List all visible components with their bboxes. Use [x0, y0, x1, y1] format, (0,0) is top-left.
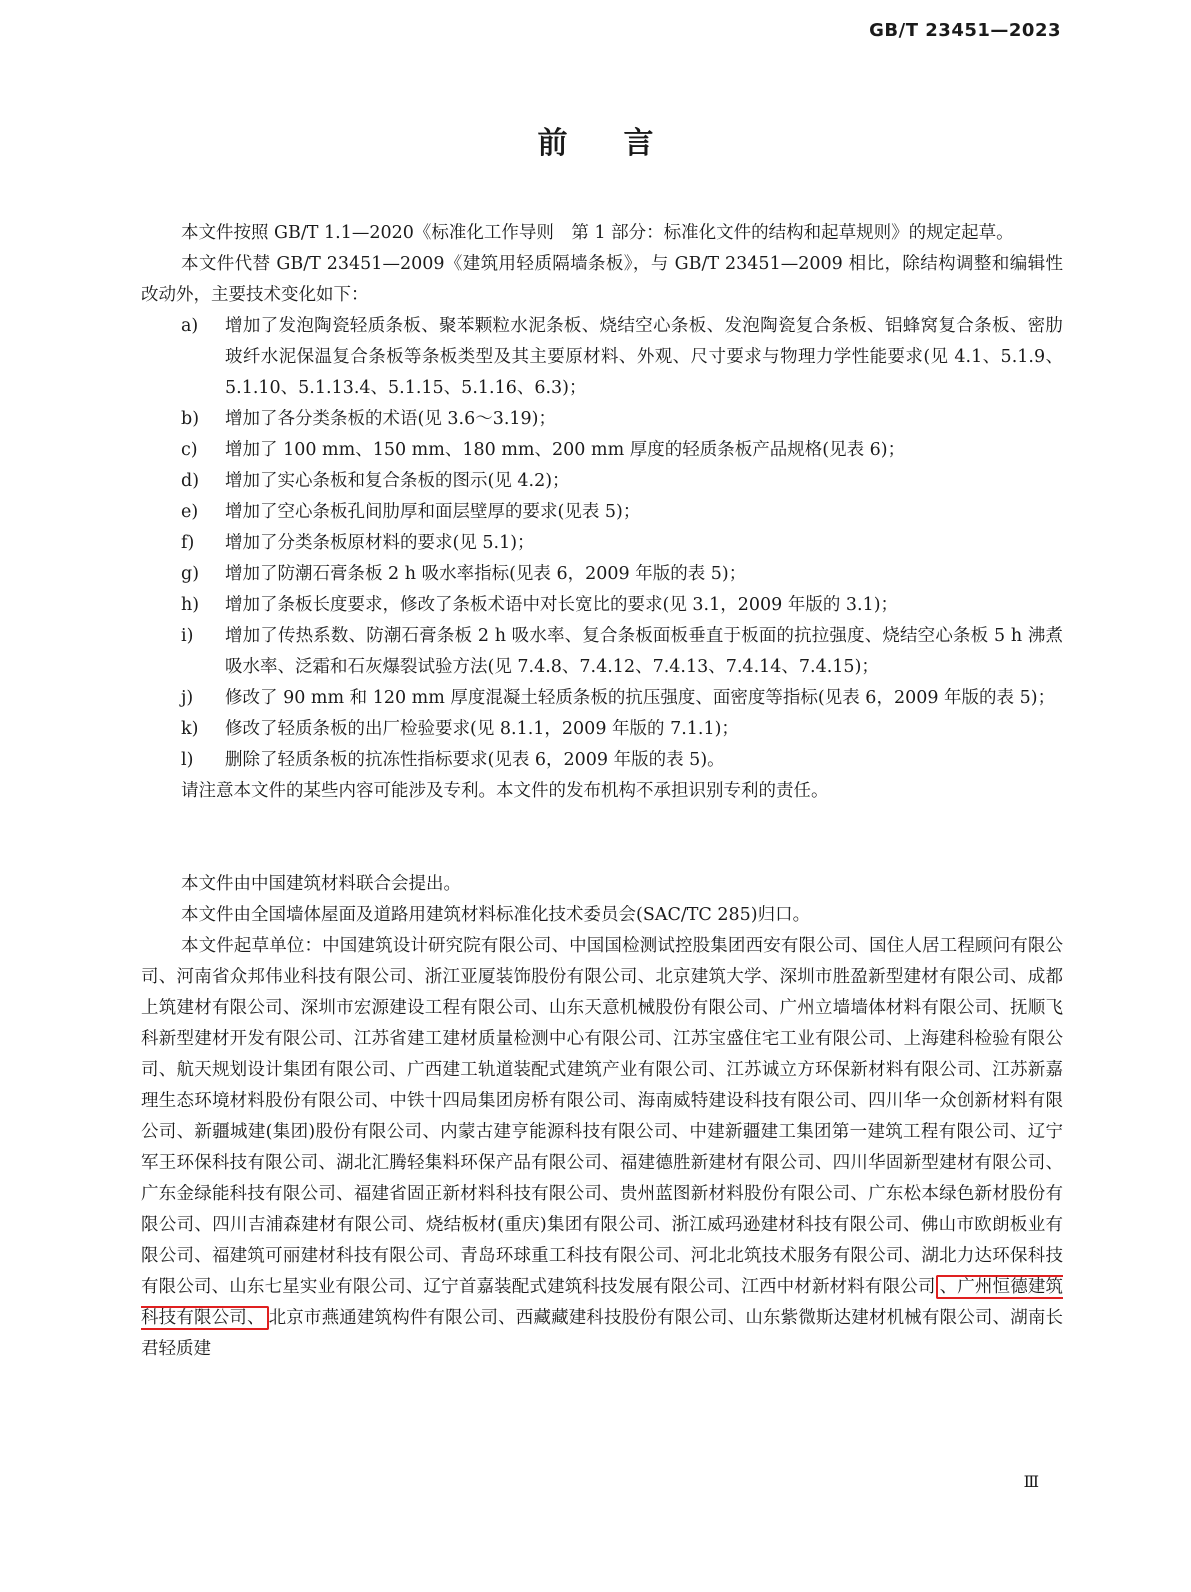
list-marker: d)	[181, 471, 200, 491]
list-item-text: 增加了条板长度要求，修改了条板术语中对长宽比的要求(见 3.1，2009 年版的 3.1)；	[225, 595, 899, 615]
list-item	[141, 590, 1063, 621]
intro-paragraph-drafting-rule: 本文件按照 GB/T 1.1—2020《标准化工作导则 第 1 部分：标准化文件的结构和起草规则》的规定起草。	[181, 223, 1014, 243]
list-item-text: 删除了轻质条板的抗冻性指标要求(见表 6，2009 年版的表 5)。	[225, 750, 725, 770]
list-item-text: 增加了发泡陶瓷轻质条板、聚苯颗粒水泥条板、烧结空心条板、发泡陶瓷复合条板、铝蜂窝复合条板、密肋玻纤水泥保温复合条板等条板类型及其主要原材料、外观、尺寸要求与物理力学性能要求(见 4.1、5.1.9、5.1.10、5.1.13.4、5.1.15、5.1.16、6.3)；	[225, 316, 1063, 398]
spacer	[141, 807, 1063, 869]
list-item-text: 修改了轻质条板的出厂检验要求(见 8.1.1，2009 年版的 7.1.1)；	[225, 719, 739, 739]
list-marker: f)	[181, 533, 195, 553]
list-item-text: 增加了传热系数、防潮石膏条板 2 h 吸水率、复合条板面板垂直于板面的抗拉强度、烧结空心条板 5 h 沸煮吸水率、泛霜和石灰爆裂试验方法(见 7.4.8、7.4.12、7.4.13、7.4.14、7.4.15)；	[225, 626, 1063, 677]
page-number: Ⅲ	[1023, 1472, 1039, 1491]
changes-list	[141, 311, 1063, 776]
list-item-text: 增加了实心条板和复合条板的图示(见 4.2)；	[225, 471, 570, 491]
drafting-units-paragraph	[141, 931, 1063, 1365]
list-item	[141, 745, 1063, 776]
document-body	[141, 218, 1063, 1365]
list-item	[141, 404, 1063, 435]
patent-notice: 请注意本文件的某些内容可能涉及专利。本文件的发布机构不承担识别专利的责任。	[181, 781, 829, 801]
proposed-by-paragraph: 本文件由中国建筑材料联合会提出。	[181, 874, 461, 894]
list-item	[141, 559, 1063, 590]
list-item-text: 增加了各分类条板的术语(见 3.6～3.19)；	[225, 409, 557, 429]
drafting-units-text-continued: 北京市燕通建筑构件有限公司、西藏藏建科技股份有限公司、山东紫微斯达建材机械有限公司、湖南长君轻质建	[141, 1308, 1064, 1359]
list-item	[141, 528, 1063, 559]
standard-code: GB/T 23451—2023	[869, 20, 1061, 41]
list-marker: b)	[181, 409, 200, 429]
list-item	[141, 466, 1063, 497]
list-marker: l)	[181, 750, 194, 770]
managed-by-paragraph: 本文件由全国墙体屋面及道路用建筑材料标准化技术委员会(SAC/TC 285)归口。	[181, 905, 811, 925]
list-item-text: 增加了防潮石膏条板 2 h 吸水率指标(见表 6，2009 年版的表 5)；	[225, 564, 747, 584]
list-marker: g)	[181, 564, 200, 584]
list-marker: h)	[181, 595, 200, 615]
list-item-text: 增加了空心条板孔间肋厚和面层壁厚的要求(见表 5)；	[225, 502, 641, 522]
list-item-text: 修改了 90 mm 和 120 mm 厚度混凝土轻质条板的抗压强度、面密度等指标(见表 6，2009 年版的表 5)；	[225, 688, 1056, 708]
list-marker: i)	[181, 626, 194, 646]
list-marker: j)	[181, 688, 194, 708]
list-item	[141, 311, 1063, 404]
list-item	[141, 435, 1063, 466]
intro-paragraph-replaces: 本文件代替 GB/T 23451—2009《建筑用轻质隔墙条板》，与 GB/T 23451—2009 相比，除结构调整和编辑性改动外，主要技术变化如下：	[141, 254, 1063, 305]
list-marker: k)	[181, 719, 199, 739]
list-marker: a)	[181, 316, 199, 336]
list-marker: c)	[181, 440, 198, 460]
list-item	[141, 683, 1063, 714]
list-marker: e)	[181, 502, 199, 522]
highlighted-company: 、广州恒德建筑科技有限公司、	[141, 1277, 1064, 1328]
list-item-text: 增加了 100 mm、150 mm、180 mm、200 mm 厚度的轻质条板产品规格(见表 6)；	[225, 440, 906, 460]
drafting-units-text: 本文件起草单位：中国建筑设计研究院有限公司、中国国检测试控股集团西安有限公司、国住人居工程顾问有限公司、河南省众邦伟业科技有限公司、浙江亚厦装饰股份有限公司、北京建筑大学、深圳市胜盈新型建材有限公司、成都上筑建材有限公司、深圳市宏源建设工程有限公司、山东天意机械股份有限公司、广州立墙墙体材料有限公司、抚顺飞科新型建材开发有限公司、江苏省建工建材质量检测中心有限公司、江苏宝盛住宅工业有限公司、上海建科检验有限公司、航天规划设计集团有限公司、广西建工轨道装配式建筑产业有限公司、江苏诚立方环保新材料有限公司、江苏新嘉理生态环境材料股份有限公司、中铁十四局集团房桥有限公司、海南威特建设科技有限公司、四川华一众创新材料有限公司、新疆城建(集团)股份有限公司、内蒙古建亨能源科技有限公司、中建新疆建工集团第一建筑工程有限公司、辽宁军王环保科技有限公司、湖北汇腾轻集料环保产品有限公司、福建德胜新建材有限公司、四川华固新型建材有限公司、广东金绿能科技有限公司、福建省固正新材料科技有限公司、贵州蓝图新材料股份有限公司、广东松本绿色新材股份有限公司、四川吉浦森建材有限公司、烧结板材(重庆)集团有限公司、浙江威玛逊建材科技有限公司、佛山市欧朗板业有限公司、福建筑可丽建材科技有限公司、青岛环球重工科技有限公司、河北北筑技术服务有限公司、湖北力达环保科技有限公司、山东七星实业有限公司、辽宁首嘉装配式建筑科技发展有限公司、江西中材新材料有限公司	[141, 936, 1063, 1297]
list-item-text: 增加了分类条板原材料的要求(见 5.1)；	[225, 533, 535, 553]
list-item	[141, 497, 1063, 528]
list-item	[141, 714, 1063, 745]
list-item	[141, 621, 1063, 683]
page-title: 前言	[537, 126, 710, 161]
